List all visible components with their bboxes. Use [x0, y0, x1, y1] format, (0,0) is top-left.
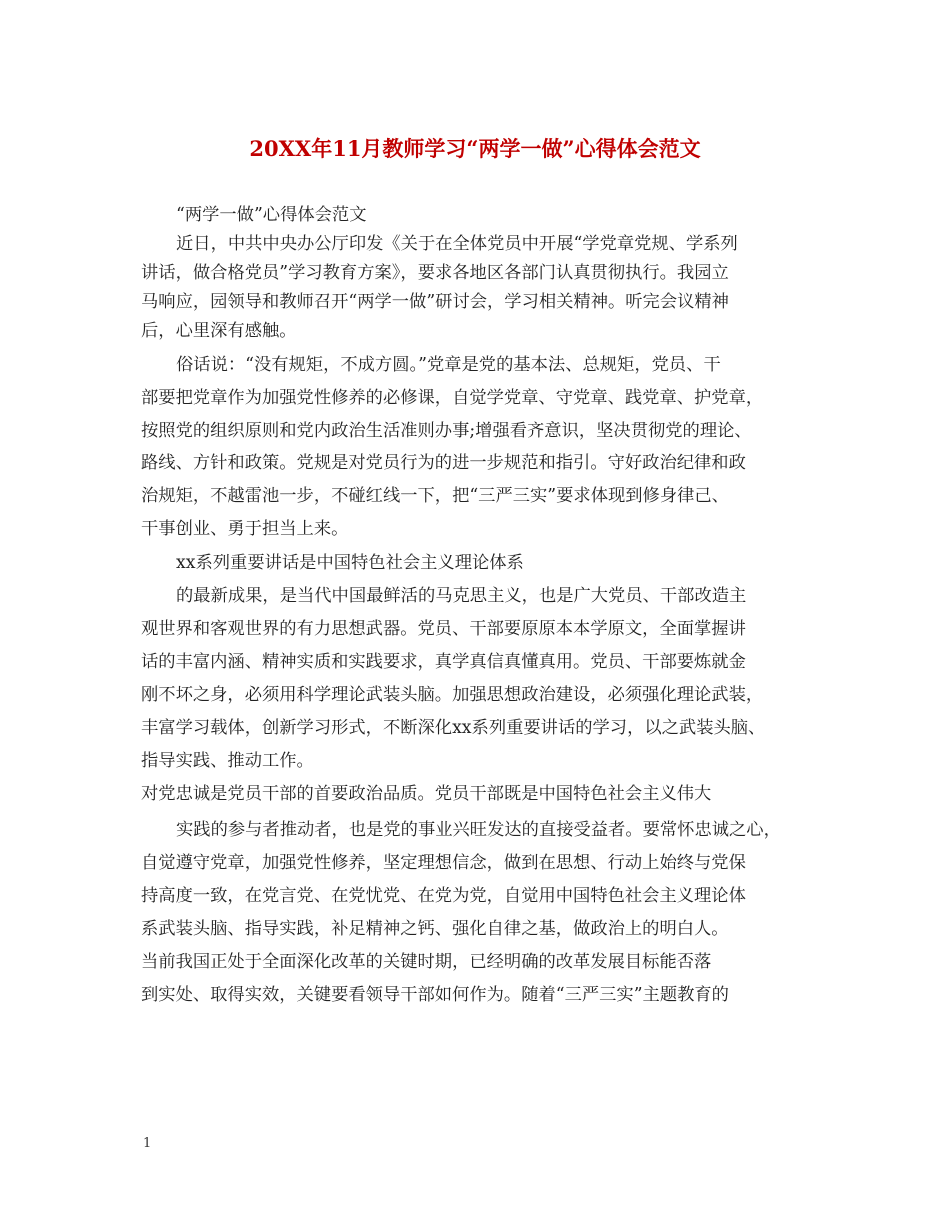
paragraph-line: 近日，中共中央办公厅印发《关于在全体党员中开展“学党章党规、学系列 [176, 234, 738, 254]
paragraph-line: 观世界和客观世界的有力思想武器。党员、干部要原原本本学原文，全面掌握讲 [141, 619, 746, 639]
paragraph-line: “两学一做”心得体会范文 [176, 205, 367, 225]
paragraph-line: 持高度一致，在党言党、在党忧党、在党为党，自觉用中国特色社会主义理论体 [141, 886, 746, 906]
paragraph-line: 自觉遵守党章，加强党性修养，坚定理想信念，做到在思想、行动上始终与党保 [141, 853, 746, 873]
paragraph-line: 丰富学习载体，创新学习形式，不断深化xx系列重要讲话的学习，以之武装头脑、 [141, 718, 766, 738]
paragraph-line: 的最新成果，是当代中国最鲜活的马克思主义，也是广大党员、干部改造主 [176, 586, 747, 606]
paragraph-line: 俗话说：“没有规矩，不成方圆。”党章是党的基本法、总规矩，党员、干 [176, 355, 721, 375]
paragraph-line: 实践的参与者推动者，也是党的事业兴旺发达的直接受益者。要常怀忠诚之心， [176, 820, 781, 840]
paragraph-line: 指导实践、推动工作。 [141, 751, 314, 771]
paragraph-line: 对党忠诚是党员干部的首要政治品质。党员干部既是中国特色社会主义伟大 [141, 784, 712, 804]
paragraph-line: 系武装头脑、指导实践，补足精神之钙、强化自律之基，做政治上的明白人。 [141, 919, 729, 939]
document-title: 20XX年11月教师学习“两学一做”心得体会范文 [249, 136, 701, 161]
paragraph-line: 马响应，园领导和教师召开“两学一做”研讨会，学习相关精神。听完会议精神 [141, 292, 729, 312]
paragraph-line: 路线、方针和政策。党规是对党员行为的进一步规范和指引。守好政治纪律和政 [141, 453, 746, 473]
paragraph-line: 到实处、取得实效，关键要看领导干部如何作为。随着“三严三实”主题教育的 [141, 985, 729, 1005]
paragraph-line: 干事创业、勇于担当上来。 [141, 519, 349, 539]
page-number: 1 [143, 1136, 152, 1151]
paragraph-line: 治规矩，不越雷池一步，不碰红线一下，把“三严三实”要求体现到修身律己、 [141, 486, 729, 506]
paragraph-line: 讲话，做合格党员”学习教育方案》，要求各地区各部门认真贯彻执行。我园立 [141, 263, 729, 283]
paragraph-line: 话的丰富内涵、精神实质和实践要求，真学真信真懂真用。党员、干部要炼就金 [141, 652, 746, 672]
paragraph-line: 刚不坏之身，必须用科学理论武装头脑。加强思想政治建设，必须强化理论武装， [141, 685, 764, 705]
paragraph-line: xx系列重要讲话是中国特色社会主义理论体系 [176, 553, 524, 573]
paragraph-line: 后，心里深有感触。 [141, 321, 297, 341]
paragraph-line: 部要把党章作为加强党性修养的必修课，自觉学党章、守党章、践党章、护党章， [141, 388, 764, 408]
paragraph-line: 按照党的组织原则和党内政治生活准则办事;增强看齐意识，坚决贯彻党的理论、 [141, 421, 752, 441]
paragraph-line: 当前我国正处于全面深化改革的关键时期，已经明确的改革发展目标能否落 [141, 952, 712, 972]
